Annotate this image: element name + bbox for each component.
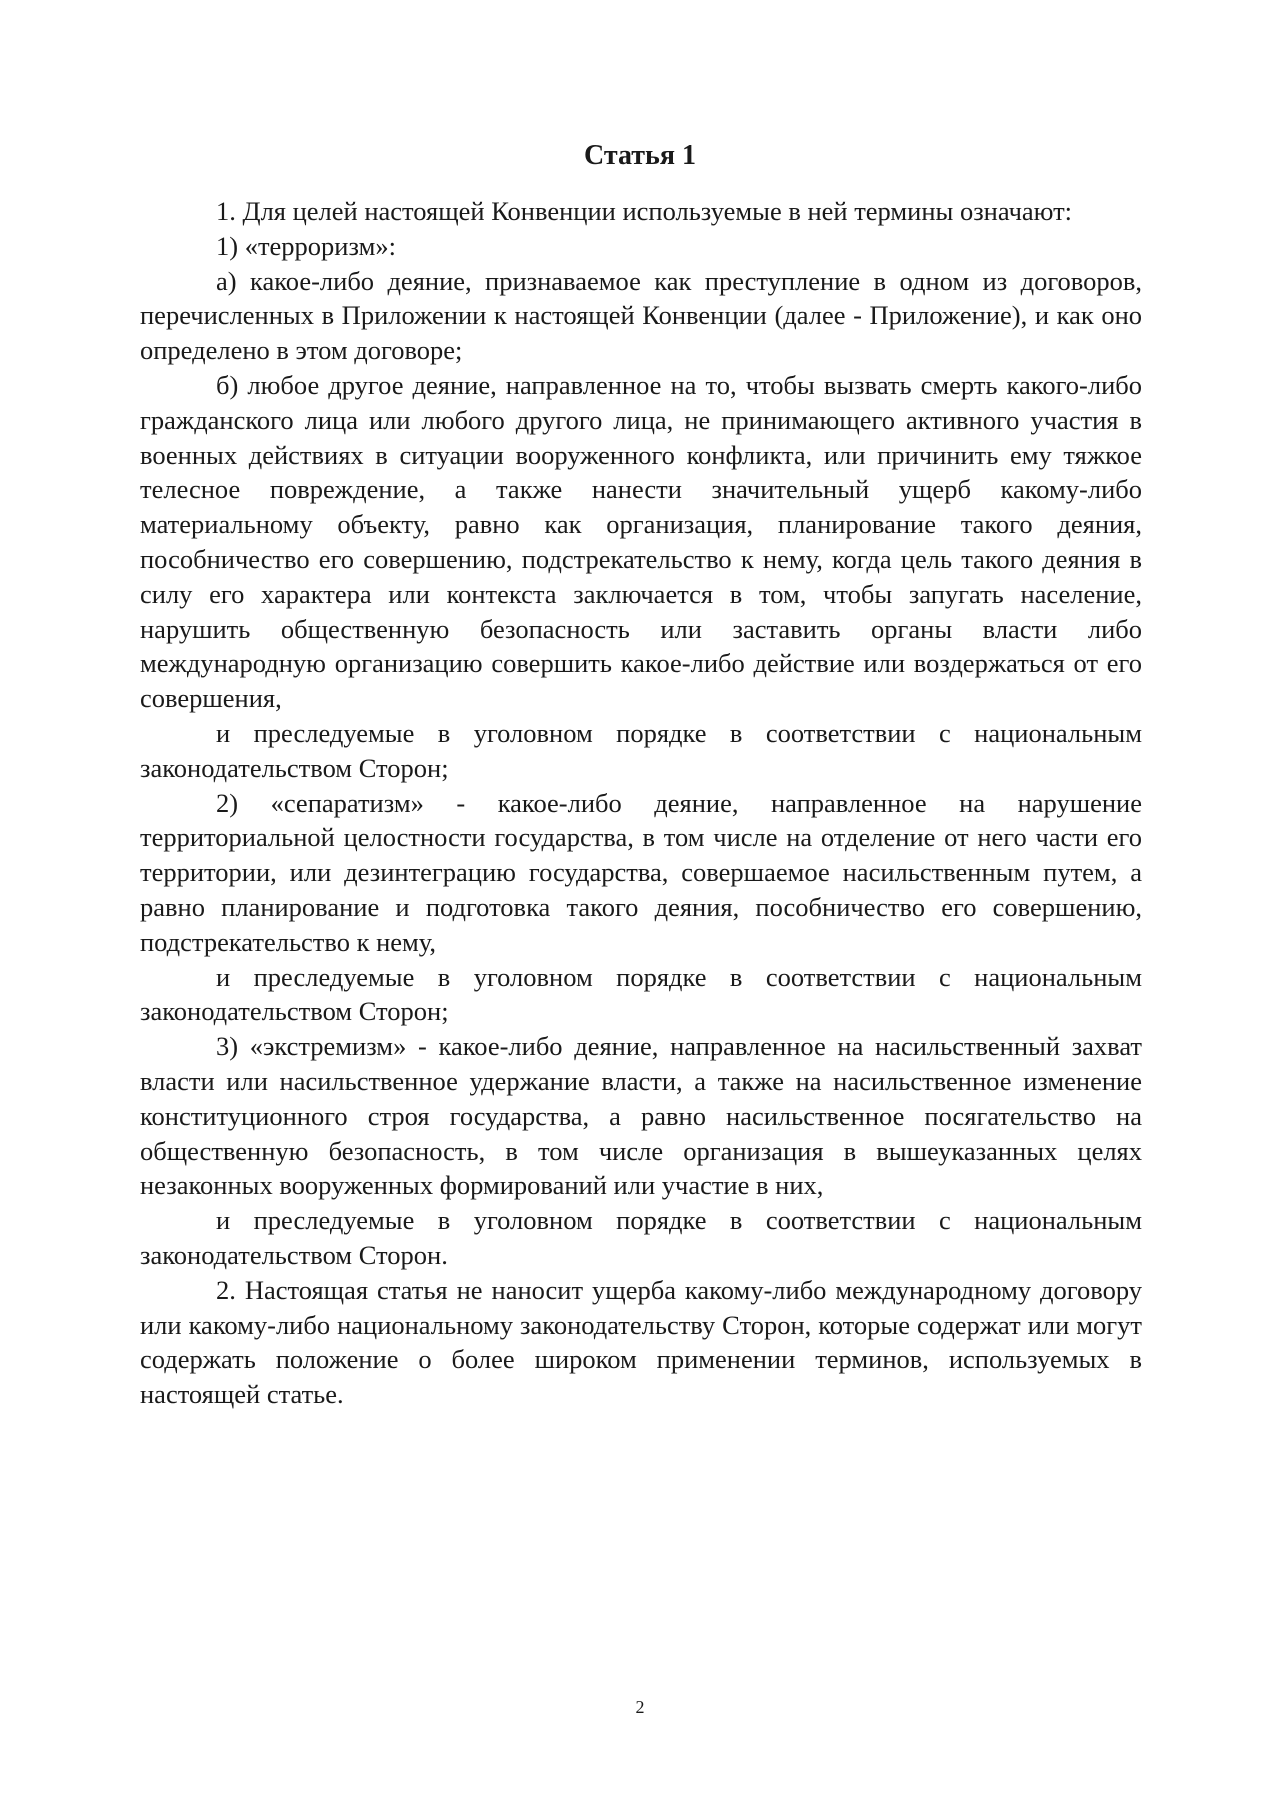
paragraph-extremism: 3) «экстремизм» - какое-либо деяние, направленное на насильственный захват власти или насильственное удержание власти, а также на насильственное изменение конституционного строя государства, а равно насильственное посягательство на общественную безопасность, в том числе организация в вышеуказанных целях незаконных вооруженных формирований или участие в них,: [140, 1031, 1142, 1201]
paragraph-separatism-prosecution: и преследуемые в уголовном порядке в соответствии с национальным законодательством Сторон;: [140, 961, 1142, 1027]
paragraph-terrorism-a: а) какое-либо деяние, признаваемое как преступление в одном из договоров, перечисленных в Приложении к настоящей Конвенции (далее - Приложение), и как оно определено в этом договоре;: [140, 265, 1142, 366]
article-heading: Статья 1: [584, 140, 696, 171]
paragraph-2-scope: 2. Настоящая статья не наносит ущерба какому-либо международному договору или какому-либо национальному законодательству Сторон, которые содержат или могут содержать положение о более широком применении терминов, используемых в настоящей статье.: [140, 1274, 1142, 1410]
paragraph-separatism: 2) «сепаратизм» - какое-либо деяние, направленное на нарушение территориальной целостности государства, в том числе на отделение от него части его территории, или дезинтеграцию государства, совершаемое насильственным путем, а равно планирование и подготовка такого деяния, пособничество его совершению, подстрекательство к нему,: [140, 787, 1142, 957]
paragraph-terrorism-heading: 1) «терроризм»:: [216, 230, 396, 261]
paragraph-1-definitions-intro: 1. Для целей настоящей Конвенции используемые в ней термины означают:: [216, 196, 1073, 226]
paragraph-extremism-prosecution: и преследуемые в уголовном порядке в соответствии с национальным законодательством Сторон.: [140, 1205, 1142, 1270]
article-body: [140, 194, 1142, 1412]
paragraph-terrorism-b: б) любое другое деяние, направленное на то, чтобы вызвать смерть какого-либо гражданского лица или любого другого лица, не принимающего активного участия в военных действиях в ситуации вооруженного конфликта, или причинить ему тяжкое телесное повреждение, а также нанести значительный ущерб какому-либо материальному объекту, равно как организация, планирование такого деяния, пособничество его совершению, подстрекательство к нему, когда цель такого деяния в силу его характера или контекста заключается в том, чтобы запугать население, нарушить общественную безопасность или заставить органы власти либо международную организацию совершить какое-либо действие или воздержаться от его совершения,: [140, 369, 1142, 714]
page-number: 2: [635, 1697, 645, 1717]
paragraph-terrorism-prosecution: и преследуемые в уголовном порядке в соответствии с национальным законодательством Сторон;: [140, 717, 1142, 783]
